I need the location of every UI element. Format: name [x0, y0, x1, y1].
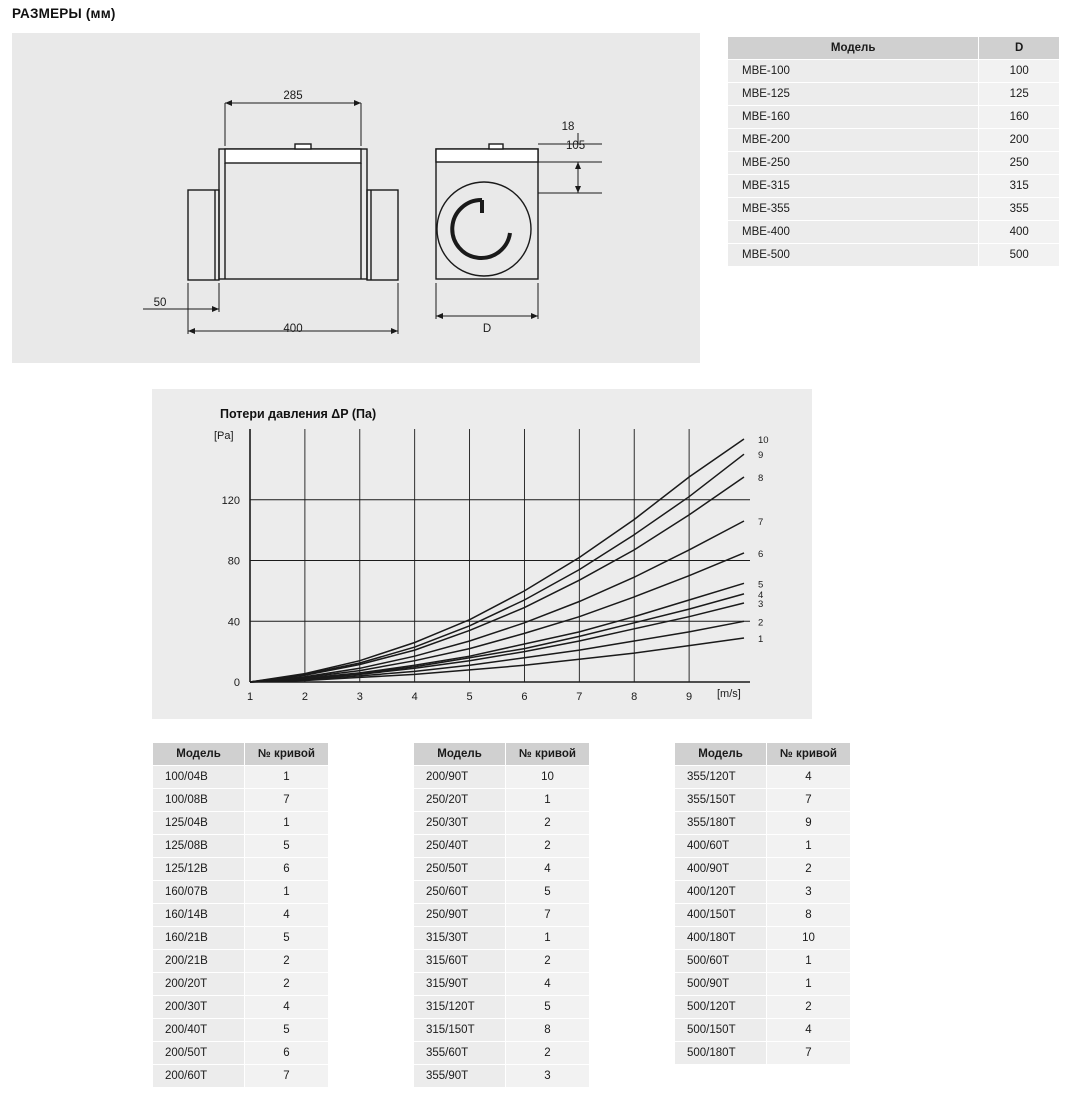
cell-curve-number: 3	[767, 881, 851, 904]
chart-curve-8	[250, 477, 744, 682]
cell-model: MBE-125	[728, 83, 979, 106]
table-row	[675, 904, 851, 927]
cell-model: 315/60T	[414, 950, 506, 973]
curve-table-2	[413, 742, 590, 1088]
table-row	[153, 973, 329, 996]
curve-table-1	[152, 742, 329, 1088]
cell-model: 400/90T	[675, 858, 767, 881]
table-header-row	[675, 743, 851, 766]
cell-curve-number: 5	[245, 835, 329, 858]
cell-model: 400/150T	[675, 904, 767, 927]
chart-tick-label: 9	[758, 450, 764, 462]
cell-curve-number: 8	[506, 1019, 590, 1042]
cell-model: MBE-500	[728, 244, 979, 267]
table-row	[153, 766, 329, 789]
cell-model: 250/20T	[414, 789, 506, 812]
cell-model: 315/120T	[414, 996, 506, 1019]
col-header-curve: № кривой	[245, 743, 329, 766]
cell-model: 250/50T	[414, 858, 506, 881]
col-header-model: Модель	[728, 37, 979, 60]
chart-tick-label: 1	[246, 691, 254, 703]
table-row	[675, 812, 851, 835]
cell-curve-number: 6	[245, 858, 329, 881]
table-row	[728, 175, 1060, 198]
cell-curve-number: 2	[245, 973, 329, 996]
table-row	[728, 106, 1060, 129]
table-row	[675, 950, 851, 973]
col-header-model: Модель	[414, 743, 506, 766]
table-row	[414, 904, 590, 927]
cell-model: MBE-355	[728, 198, 979, 221]
table-row	[153, 1065, 329, 1088]
table-row	[153, 835, 329, 858]
chart-tick-label: 8	[631, 691, 638, 703]
cell-curve-number: 9	[767, 812, 851, 835]
cell-curve-number: 7	[506, 904, 590, 927]
cell-diameter: 125	[979, 83, 1060, 106]
cell-curve-number: 5	[245, 1019, 329, 1042]
cell-curve-number: 5	[245, 927, 329, 950]
cell-curve-number: 7	[767, 1042, 851, 1065]
chart-tick-label: 8	[758, 472, 764, 484]
cell-diameter: 355	[979, 198, 1060, 221]
table-row	[728, 60, 1060, 83]
cell-model: 200/21B	[153, 950, 245, 973]
cell-model: MBE-315	[728, 175, 979, 198]
cell-model: 355/60T	[414, 1042, 506, 1065]
chart-tick-label: 0	[233, 677, 240, 689]
cell-curve-number: 1	[767, 950, 851, 973]
pressure-loss-chart-panel	[152, 389, 812, 719]
cell-curve-number: 5	[506, 996, 590, 1019]
curve-table-2-body	[414, 766, 590, 1088]
dim-width-285: 285	[283, 90, 303, 102]
chart-curve-7	[250, 521, 744, 682]
table-row	[675, 927, 851, 950]
cell-model: 355/150T	[675, 789, 767, 812]
page-title: РАЗМЕРЫ (мм)	[12, 6, 116, 21]
chart-tick-label: 1	[758, 633, 764, 645]
cell-model: MBE-160	[728, 106, 979, 129]
cell-curve-number: 1	[245, 766, 329, 789]
curve-table-3	[674, 742, 851, 1065]
model-diameter-table-body	[728, 60, 1060, 267]
cell-curve-number: 4	[245, 996, 329, 1019]
cell-diameter: 315	[979, 175, 1060, 198]
table-row	[414, 927, 590, 950]
curve-table-1-body	[153, 766, 329, 1088]
cell-model: 500/60T	[675, 950, 767, 973]
cell-model: 160/14B	[153, 904, 245, 927]
chart-tick-label: 120	[221, 494, 240, 507]
chart-tick-label: 6	[758, 548, 764, 560]
table-row	[675, 835, 851, 858]
table-row	[153, 881, 329, 904]
table-row	[414, 996, 590, 1019]
cell-curve-number: 8	[767, 904, 851, 927]
table-row	[414, 973, 590, 996]
table-row	[675, 1019, 851, 1042]
dimensions-drawing	[12, 33, 700, 363]
cell-model: 200/90T	[414, 766, 506, 789]
chart-tick-label: 7	[576, 691, 583, 703]
curve-table-3-body	[675, 766, 851, 1065]
cell-curve-number: 1	[506, 789, 590, 812]
chart-xlabel: [m/s]	[717, 688, 741, 700]
table-row	[153, 1042, 329, 1065]
cell-model: 315/90T	[414, 973, 506, 996]
table-row	[675, 996, 851, 1019]
cell-model: 400/120T	[675, 881, 767, 904]
table-row	[153, 996, 329, 1019]
cell-curve-number: 1	[767, 973, 851, 996]
chart-tick-label: 3	[758, 599, 764, 611]
cell-model: 500/180T	[675, 1042, 767, 1065]
cell-model: 125/12B	[153, 858, 245, 881]
cell-curve-number: 7	[767, 789, 851, 812]
table-row	[675, 1042, 851, 1065]
table-header-row	[153, 743, 329, 766]
table-row	[414, 835, 590, 858]
cell-model: 250/40T	[414, 835, 506, 858]
cell-model: MBE-250	[728, 152, 979, 175]
table-row	[675, 881, 851, 904]
chart-tick-label: 5	[466, 691, 473, 703]
table-row	[675, 858, 851, 881]
cell-model: 400/60T	[675, 835, 767, 858]
chart-tick-label: 4	[758, 589, 764, 601]
cell-model: 125/04B	[153, 812, 245, 835]
model-diameter-table	[727, 36, 1060, 267]
pressure-loss-chart	[152, 389, 812, 719]
table-row	[153, 904, 329, 927]
table-row	[675, 766, 851, 789]
chart-tick-label: 2	[758, 617, 764, 629]
cell-model: 125/08B	[153, 835, 245, 858]
cell-curve-number: 7	[245, 789, 329, 812]
chart-tick-label: 80	[227, 555, 240, 568]
cell-curve-number: 4	[767, 766, 851, 789]
cell-curve-number: 2	[767, 996, 851, 1019]
table-row	[414, 766, 590, 789]
table-row	[414, 812, 590, 835]
dim-thickness-18: 18	[561, 121, 575, 133]
cell-curve-number: 1	[767, 835, 851, 858]
cell-curve-number: 4	[506, 973, 590, 996]
cell-curve-number: 5	[506, 881, 590, 904]
table-row	[675, 789, 851, 812]
cell-model: 500/150T	[675, 1019, 767, 1042]
chart-tick-label: 9	[686, 691, 693, 703]
cell-model: 355/180T	[675, 812, 767, 835]
chart-curve-6	[250, 553, 744, 682]
chart-tick-label: 4	[411, 691, 418, 703]
cell-model: 200/60T	[153, 1065, 245, 1088]
cell-model: 200/30T	[153, 996, 245, 1019]
table-row	[728, 152, 1060, 175]
cell-curve-number: 10	[767, 927, 851, 950]
cell-model: 100/08B	[153, 789, 245, 812]
cell-curve-number: 4	[767, 1019, 851, 1042]
cell-model: 355/90T	[414, 1065, 506, 1088]
col-header-model: Модель	[675, 743, 767, 766]
cell-model: 400/180T	[675, 927, 767, 950]
table-row	[414, 789, 590, 812]
cell-model: 315/150T	[414, 1019, 506, 1042]
cell-diameter: 160	[979, 106, 1060, 129]
cell-model: 160/07B	[153, 881, 245, 904]
cell-curve-number: 2	[506, 1042, 590, 1065]
chart-tick-label: 5	[758, 579, 764, 591]
cell-model: 500/90T	[675, 973, 767, 996]
cell-model: 250/90T	[414, 904, 506, 927]
table-row	[153, 858, 329, 881]
col-header-model: Модель	[153, 743, 245, 766]
cell-diameter: 100	[979, 60, 1060, 83]
chart-curve-2	[250, 621, 744, 682]
cell-model: 160/21B	[153, 927, 245, 950]
table-row	[153, 1019, 329, 1042]
table-row	[414, 1042, 590, 1065]
cell-curve-number: 1	[245, 812, 329, 835]
cell-model: 500/120T	[675, 996, 767, 1019]
table-row	[728, 221, 1060, 244]
cell-diameter: 500	[979, 244, 1060, 267]
cell-model: 200/20T	[153, 973, 245, 996]
chart-tick-label: 40	[227, 616, 240, 629]
table-row	[153, 927, 329, 950]
table-row	[728, 129, 1060, 152]
cell-model: MBE-100	[728, 60, 979, 83]
table-row	[728, 83, 1060, 106]
cell-model: 355/120T	[675, 766, 767, 789]
cell-model: 250/60T	[414, 881, 506, 904]
table-row	[728, 198, 1060, 221]
table-row	[414, 1019, 590, 1042]
chart-tick-label: 2	[301, 691, 308, 703]
cell-curve-number: 2	[245, 950, 329, 973]
chart-ylabel: [Pa]	[214, 430, 234, 442]
table-row	[675, 973, 851, 996]
cell-curve-number: 7	[245, 1065, 329, 1088]
cell-diameter: 400	[979, 221, 1060, 244]
col-header-curve: № кривой	[767, 743, 851, 766]
cell-curve-number: 4	[245, 904, 329, 927]
table-row	[414, 858, 590, 881]
dim-length-400: 400	[283, 323, 303, 335]
dim-flange-50: 50	[153, 297, 167, 309]
dimensions-drawing-panel	[12, 33, 700, 363]
cell-model: MBE-400	[728, 221, 979, 244]
cell-curve-number: 2	[767, 858, 851, 881]
chart-tick-label: 10	[758, 435, 769, 446]
cell-curve-number: 2	[506, 835, 590, 858]
cell-model: 200/40T	[153, 1019, 245, 1042]
cell-model: 315/30T	[414, 927, 506, 950]
dim-diameter-d: D	[482, 323, 492, 335]
table-row	[414, 881, 590, 904]
chart-tick-label: 3	[356, 691, 363, 703]
cell-model: 100/04B	[153, 766, 245, 789]
cell-curve-number: 1	[506, 927, 590, 950]
cell-curve-number: 2	[506, 812, 590, 835]
table-row	[414, 950, 590, 973]
table-row	[414, 1065, 590, 1088]
table-header-row	[414, 743, 590, 766]
cell-curve-number: 4	[506, 858, 590, 881]
cell-curve-number: 2	[506, 950, 590, 973]
chart-tick-label: 6	[521, 691, 528, 703]
dim-height-105: 105	[566, 140, 586, 152]
cell-curve-number: 1	[245, 881, 329, 904]
cell-diameter: 250	[979, 152, 1060, 175]
col-header-curve: № кривой	[506, 743, 590, 766]
cell-diameter: 200	[979, 129, 1060, 152]
table-header-row	[728, 37, 1060, 60]
col-header-d: D	[979, 37, 1060, 60]
chart-tick-label: 7	[758, 517, 764, 529]
cell-model: 200/50T	[153, 1042, 245, 1065]
table-row	[153, 812, 329, 835]
cell-curve-number: 3	[506, 1065, 590, 1088]
table-row	[728, 244, 1060, 267]
chart-title: Потери давления ΔP (Па)	[220, 407, 377, 421]
cell-curve-number: 6	[245, 1042, 329, 1065]
cell-model: MBE-200	[728, 129, 979, 152]
cell-curve-number: 10	[506, 766, 590, 789]
cell-model: 250/30T	[414, 812, 506, 835]
table-row	[153, 789, 329, 812]
table-row	[153, 950, 329, 973]
